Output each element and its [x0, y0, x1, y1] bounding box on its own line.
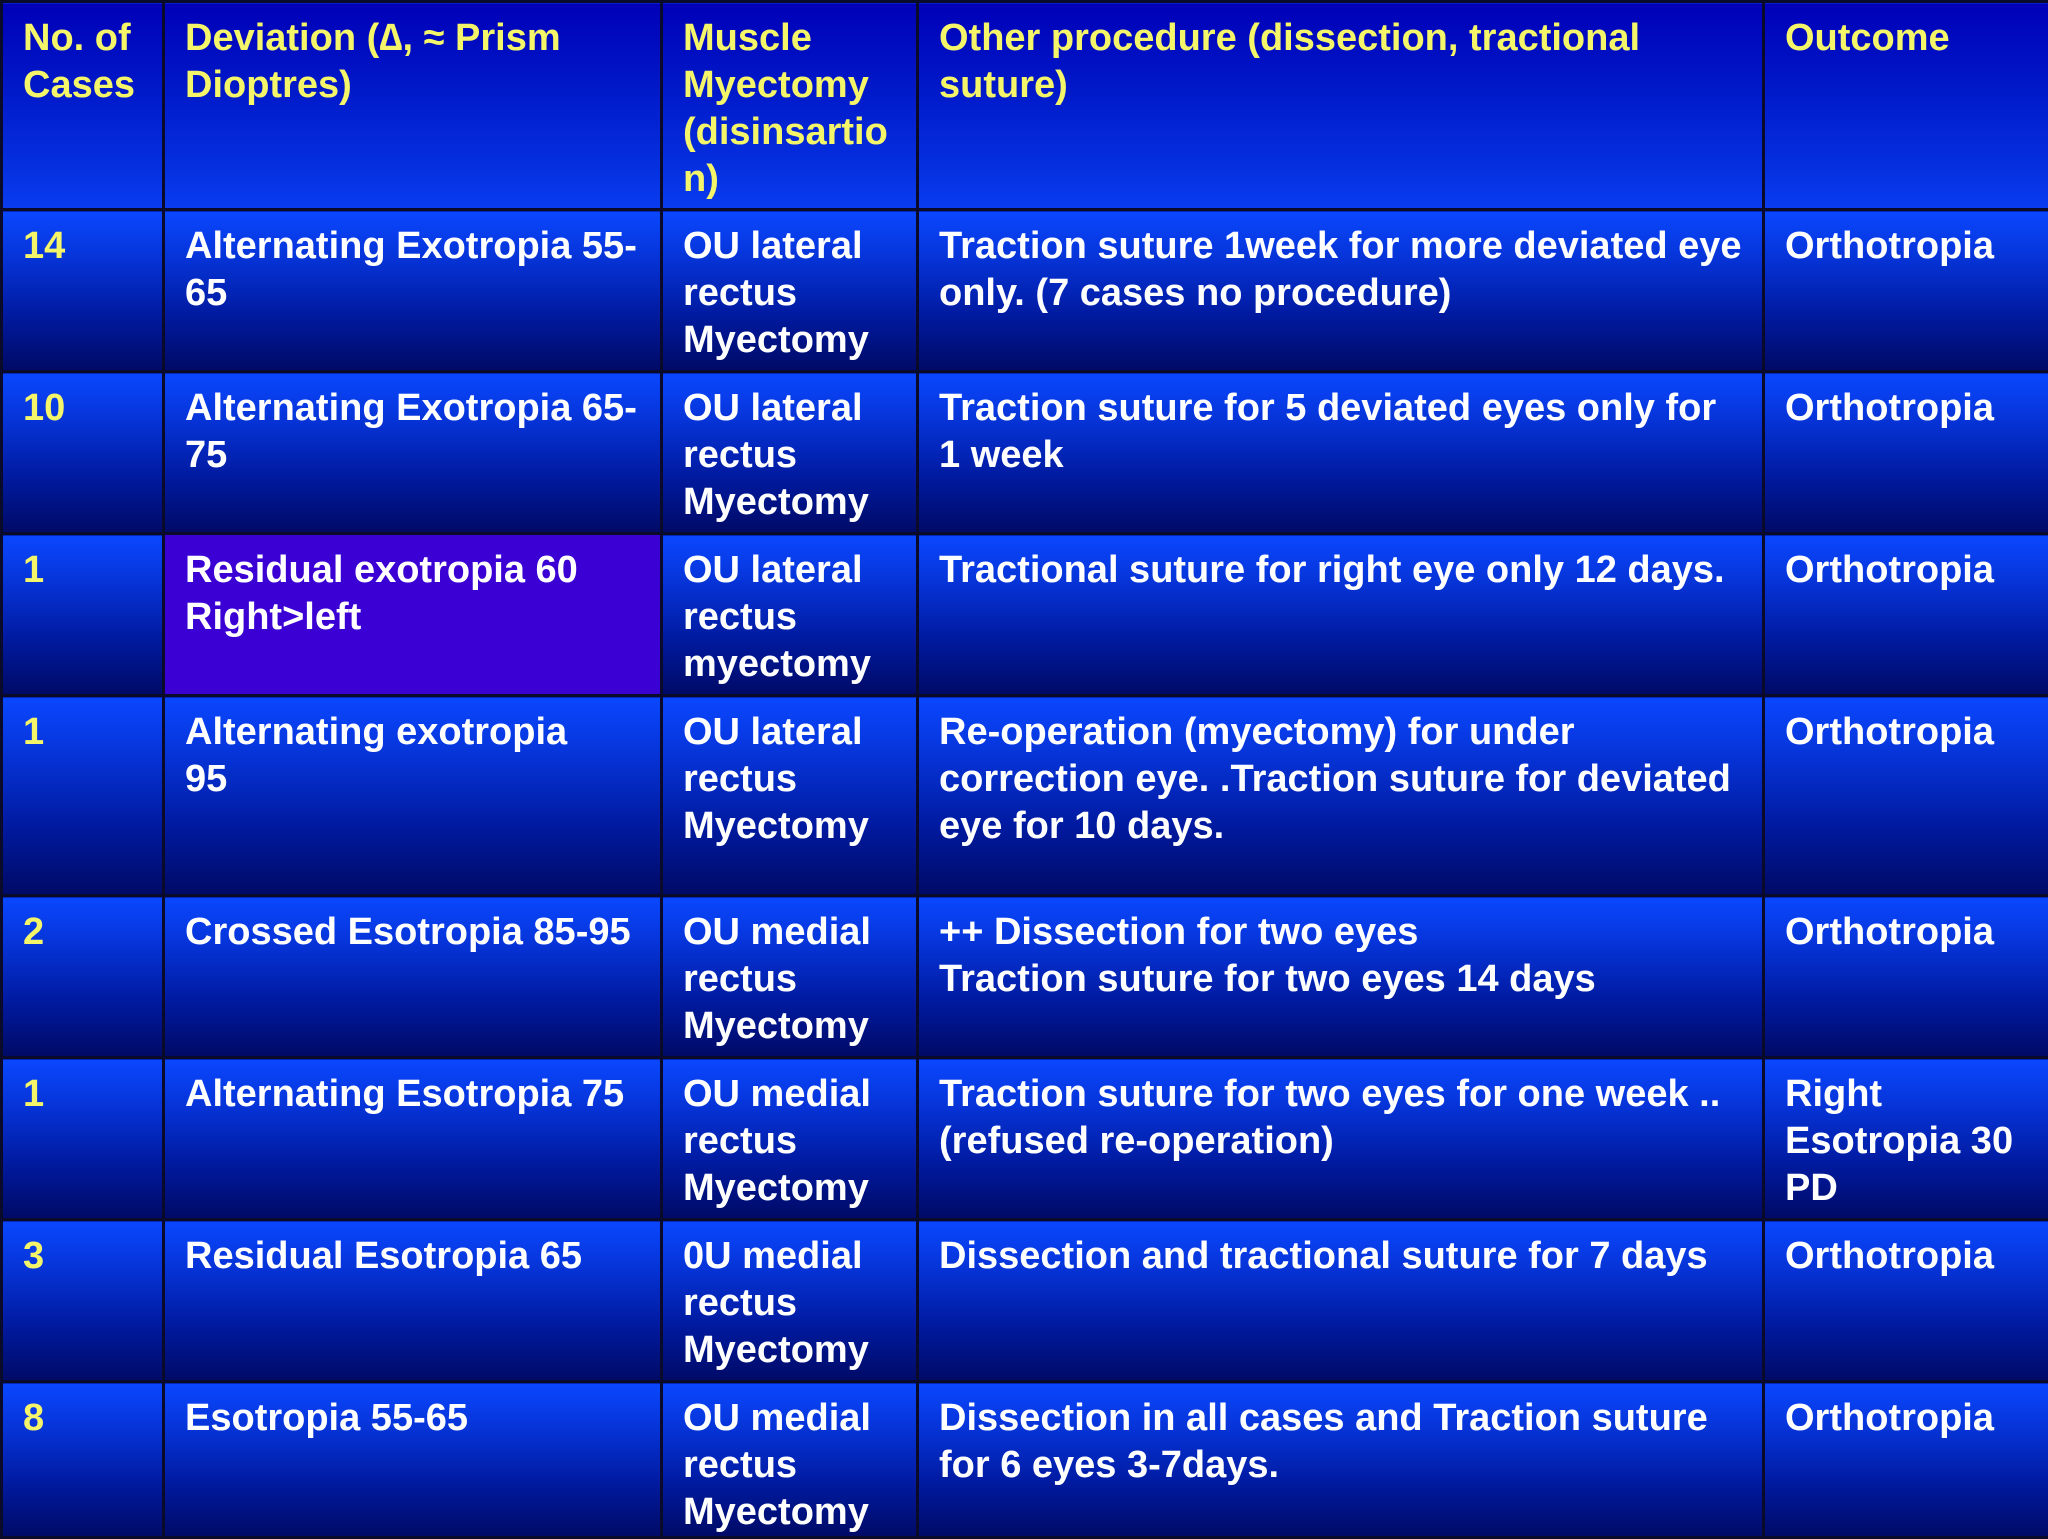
cell-muscle: OU medial rectus Myectomy	[662, 1382, 918, 1538]
cell-outcome: Orthotropia	[1764, 696, 2048, 896]
header-deviation: Deviation (∆, ≈ Prism Dioptres)	[164, 2, 662, 210]
table-row	[2, 1220, 2048, 1382]
cell-muscle: OU lateral rectus Myectomy	[662, 372, 918, 534]
cell-deviation: Residual Esotropia 65	[164, 1220, 662, 1382]
cell-muscle: 0U medial rectus Myectomy	[662, 1220, 918, 1382]
cell-procedure: Traction suture for 5 deviated eyes only for 1 week	[918, 372, 1764, 534]
table-row	[2, 372, 2048, 534]
header-muscle: Muscle Myectomy (disinsartion)	[662, 2, 918, 210]
cell-procedure: ++ Dissection for two eyes Traction suture for two eyes 14 days	[918, 896, 1764, 1058]
cell-deviation: Esotropia 55-65	[164, 1382, 662, 1538]
cell-muscle: OU lateral rectus Myectomy	[662, 210, 918, 372]
header-cases: No. of Cases	[2, 2, 164, 210]
table-row	[2, 534, 2048, 696]
header-outcome: Outcome	[1764, 2, 2048, 210]
cell-cases: 1	[2, 1058, 164, 1220]
cell-outcome: Orthotropia	[1764, 534, 2048, 696]
cell-outcome: Orthotropia	[1764, 372, 2048, 534]
cell-procedure: Dissection in all cases and Traction suture for 6 eyes 3-7days.	[918, 1382, 1764, 1538]
cell-cases: 14	[2, 210, 164, 372]
cell-procedure: Re-operation (myectomy) for under correction eye. .Traction suture for deviated eye for 10 days.	[918, 696, 1764, 896]
cell-deviation: Crossed Esotropia 85-95	[164, 896, 662, 1058]
cell-procedure: Tractional suture for right eye only 12 days.	[918, 534, 1764, 696]
cell-procedure: Traction suture 1week for more deviated eye only. (7 cases no procedure)	[918, 210, 1764, 372]
cell-procedure: Traction suture for two eyes for one week ..(refused re-operation)	[918, 1058, 1764, 1220]
cell-cases: 8	[2, 1382, 164, 1538]
cell-outcome: Orthotropia	[1764, 210, 2048, 372]
cell-outcome: Right Esotropia 30 PD	[1764, 1058, 2048, 1220]
cell-muscle: OU medial rectus Myectomy	[662, 1058, 918, 1220]
cell-deviation-highlighted: Residual exotropia 60 Right>left	[164, 534, 662, 696]
table-row	[2, 696, 2048, 896]
cell-deviation: Alternating Exotropia 55-65	[164, 210, 662, 372]
cell-outcome: Orthotropia	[1764, 1220, 2048, 1382]
cell-cases: 10	[2, 372, 164, 534]
table-row	[2, 1382, 2048, 1538]
cell-deviation: Alternating Esotropia 75	[164, 1058, 662, 1220]
table-row	[2, 210, 2048, 372]
cell-muscle: OU lateral rectus myectomy	[662, 534, 918, 696]
table-row	[2, 896, 2048, 1058]
table-row	[2, 1058, 2048, 1220]
cell-deviation: Alternating exotropia 95	[164, 696, 662, 896]
cell-cases: 1	[2, 696, 164, 896]
cell-outcome: Orthotropia	[1764, 896, 2048, 1058]
cell-muscle: OU medial rectus Myectomy	[662, 896, 918, 1058]
cell-outcome: Orthotropia	[1764, 1382, 2048, 1538]
header-procedure: Other procedure (dissection, tractional suture)	[918, 2, 1764, 210]
cell-cases: 3	[2, 1220, 164, 1382]
header-row	[2, 2, 2048, 210]
cell-muscle: OU lateral rectus Myectomy	[662, 696, 918, 896]
cell-procedure: Dissection and tractional suture for 7 days	[918, 1220, 1764, 1382]
cell-deviation: Alternating Exotropia 65-75	[164, 372, 662, 534]
cell-cases: 2	[2, 896, 164, 1058]
cell-cases: 1	[2, 534, 164, 696]
